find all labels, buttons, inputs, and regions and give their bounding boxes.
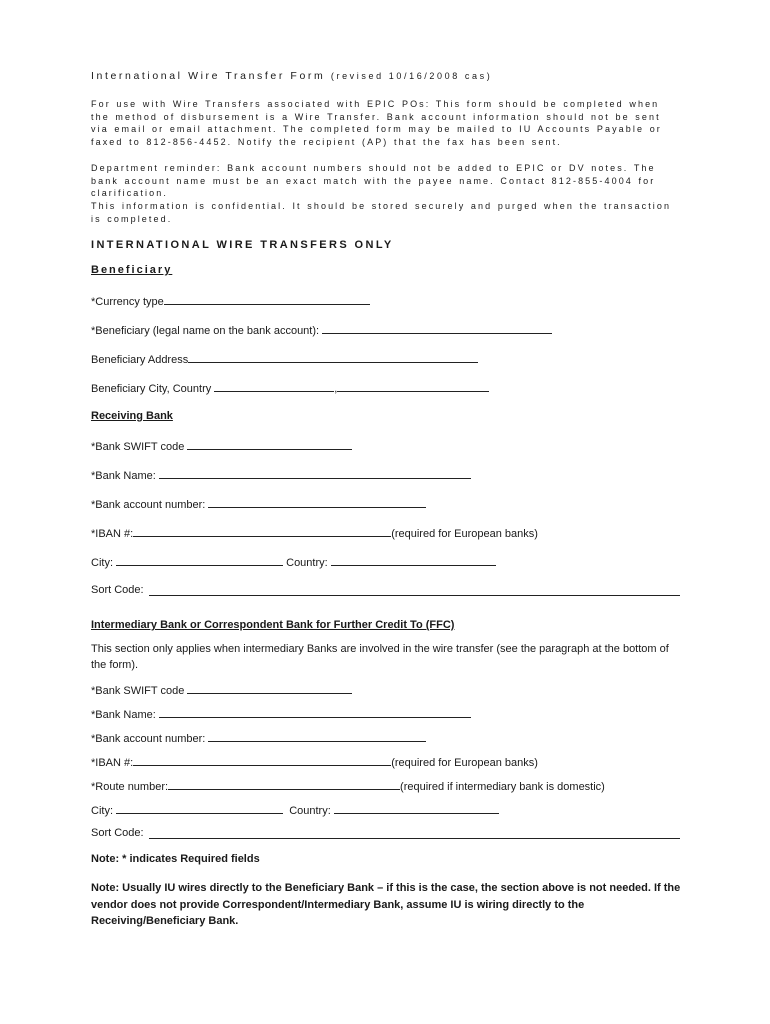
intermediary-sort-code-input[interactable] — [149, 827, 680, 839]
form-title-text: International Wire Transfer Form — [91, 70, 326, 82]
intermediary-bank-name-field — [91, 706, 471, 722]
beneficiary-address-label: Beneficiary Address — [91, 354, 189, 366]
form-title — [91, 70, 492, 82]
intermediary-swift-input[interactable] — [187, 682, 352, 694]
receiving-account-field — [91, 496, 426, 512]
required-fields-note: Note: * indicates Required fields — [91, 853, 260, 865]
receiving-swift-field — [91, 438, 352, 454]
receiving-bank-name-label: *Bank Name: — [91, 470, 156, 482]
intermediary-route-field — [91, 778, 605, 794]
intermediary-city-input[interactable] — [116, 802, 283, 814]
intermediary-city-country-field — [91, 802, 499, 818]
receiving-iban-input[interactable] — [133, 525, 391, 537]
intermediary-country-input[interactable] — [334, 802, 499, 814]
beneficiary-city-country-field — [91, 380, 489, 396]
receiving-bank-name-input[interactable] — [159, 467, 471, 479]
intermediary-bank-name-input[interactable] — [159, 706, 471, 718]
receiving-account-label: *Bank account number: — [91, 499, 206, 511]
receiving-city-country-field — [91, 554, 496, 570]
intermediary-account-label: *Bank account number: — [91, 733, 206, 745]
department-reminder: Department reminder: Bank account numbers should not be added to EPIC or DV notes. The bank account name must be an exact match with the payee name. Contact 812-855-4004 for clarification. — [91, 163, 656, 198]
beneficiary-country-input[interactable] — [337, 380, 489, 392]
intermediary-swift-label: *Bank SWIFT code — [91, 685, 185, 697]
receiving-sort-code-label: Sort Code: — [91, 584, 144, 596]
comma-separator: , — [334, 383, 338, 395]
intermediary-iban-label: *IBAN #: — [91, 757, 134, 769]
intermediary-sort-code-label: Sort Code: — [91, 827, 144, 839]
intermediary-route-note: (required if intermediary bank is domestic) — [400, 781, 605, 793]
beneficiary-name-input[interactable] — [322, 322, 552, 334]
intermediary-route-input[interactable] — [168, 778, 400, 790]
receiving-swift-input[interactable] — [187, 438, 352, 450]
section-title: INTERNATIONAL WIRE TRANSFERS ONLY — [91, 239, 394, 251]
usual-wire-note: Note: Usually IU wires directly to the Beneficiary Bank – if this is the case, the section above is not needed. If the vendor does not provide Correspondent/Intermediary Bank, assume IU is wiring directly to the Receiving/Beneficiary Bank. — [91, 882, 681, 927]
intermediary-country-label: Country: — [289, 805, 331, 817]
receiving-city-input[interactable] — [116, 554, 283, 566]
intermediary-city-label: City: — [91, 805, 113, 817]
intermediary-heading: Intermediary Bank or Correspondent Bank for Further Credit To (FFC) — [91, 619, 455, 631]
receiving-bank-heading: Receiving Bank — [91, 410, 173, 422]
beneficiary-heading: Beneficiary — [91, 264, 173, 276]
beneficiary-name-label: *Beneficiary (legal name on the bank account): — [91, 325, 320, 337]
intermediary-iban-note: (required for European banks) — [391, 757, 538, 769]
currency-type-label: *Currency type — [91, 296, 164, 308]
intro-paragraph: For use with Wire Transfers associated with EPIC POs: This form should be completed when the method of disbursement is a Wire Transfer. Bank account information should not be sent via email or email attachment. The completed form may be mailed to IU Accounts Payable or faxed to 812-856-4452. Notify the recipient (AP) that the fax has been sent. — [91, 99, 662, 147]
beneficiary-city-country-label: Beneficiary City, Country — [91, 383, 212, 395]
receiving-account-input[interactable] — [208, 496, 426, 508]
beneficiary-address-field — [91, 351, 478, 367]
intermediary-description: This section only applies when intermediary Banks are involved in the wire transfer (see the paragraph at the bottom of the form). — [91, 643, 669, 671]
intermediary-route-label: *Route number: — [91, 781, 169, 793]
receiving-city-label: City: — [91, 557, 113, 569]
intermediary-swift-field — [91, 682, 352, 698]
intermediary-iban-input[interactable] — [133, 754, 391, 766]
receiving-iban-label: *IBAN #: — [91, 528, 134, 540]
intermediary-iban-field — [91, 754, 538, 770]
intermediary-sort-code-field — [91, 826, 144, 840]
beneficiary-city-input[interactable] — [214, 380, 334, 392]
intermediary-bank-name-label: *Bank Name: — [91, 709, 156, 721]
receiving-bank-name-field — [91, 467, 471, 483]
receiving-swift-label: *Bank SWIFT code — [91, 441, 185, 453]
receiving-iban-note: (required for European banks) — [391, 528, 538, 540]
receiving-sort-code-field — [91, 583, 144, 597]
receiving-country-label: Country: — [286, 557, 328, 569]
beneficiary-name-field — [91, 322, 552, 338]
currency-type-field — [91, 293, 370, 309]
currency-type-input[interactable] — [164, 293, 370, 305]
receiving-country-input[interactable] — [331, 554, 496, 566]
revision-note: (revised 10/16/2008 cas) — [330, 71, 493, 81]
intermediary-account-field — [91, 730, 426, 746]
intermediary-account-input[interactable] — [208, 730, 426, 742]
receiving-iban-field — [91, 525, 538, 541]
receiving-sort-code-input[interactable] — [149, 584, 680, 596]
beneficiary-address-input[interactable] — [188, 351, 478, 363]
confidential-note: This information is confidential. It should be stored securely and purged when the transaction is completed. — [91, 201, 672, 224]
